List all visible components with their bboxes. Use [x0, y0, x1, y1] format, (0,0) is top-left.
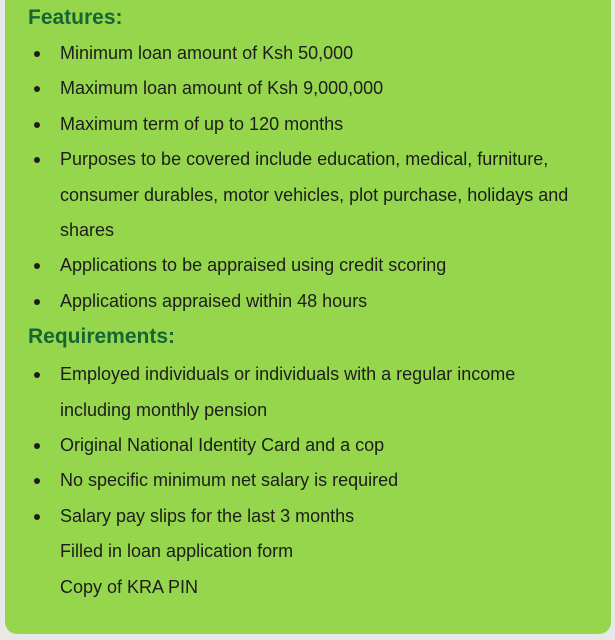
requirement-item: Salary pay slips for the last 3 months	[28, 499, 591, 534]
feature-item: Applications appraised within 48 hours	[28, 284, 591, 319]
requirement-item: Filled in loan application form	[60, 541, 294, 562]
feature-item: Applications to be appraised using credit scoring	[28, 248, 591, 283]
features-heading: Features:	[28, 6, 123, 29]
requirement-item: No specific minimum net salary is required	[28, 463, 591, 498]
requirements-list	[28, 357, 591, 605]
feature-item: Minimum loan amount of Ksh 50,000	[28, 36, 591, 71]
requirements-heading: Requirements:	[28, 325, 176, 349]
feature-item: Maximum loan amount of Ksh 9,000,000	[28, 71, 591, 106]
requirement-item: Employed individuals or individuals with a regular income including monthly pension	[28, 357, 591, 428]
feature-item: Purposes to be covered include education, medical, furniture, consumer durables, motor vehicles, plot purchase, holidays and shares	[28, 142, 591, 248]
requirement-item: Copy of KRA PIN	[60, 576, 199, 597]
features-list	[28, 36, 591, 319]
loan-info-card	[5, 0, 611, 634]
feature-item: Maximum term of up to 120 months	[28, 107, 591, 142]
requirement-item: Original National Identity Card and a cop	[28, 428, 591, 463]
